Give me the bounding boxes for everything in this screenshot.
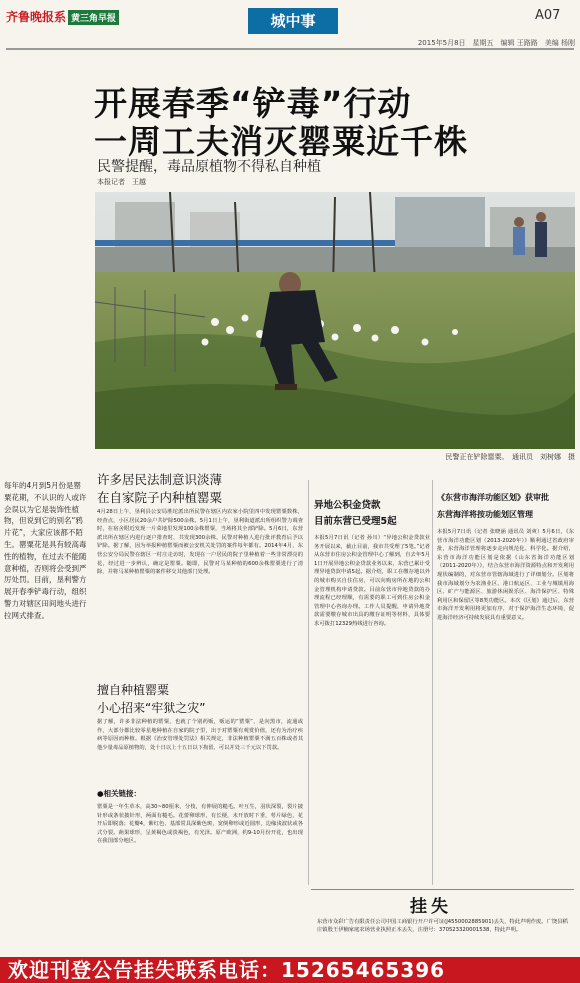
news-photo <box>95 192 575 449</box>
bottom-ad-banner: 欢迎刊登公告挂失联系电话：15265465396 <box>0 957 580 983</box>
section-title: 城中事 <box>248 8 338 34</box>
headline-line2: 一周工夫消灭罂粟近千株 <box>94 122 468 161</box>
dateline: 2015年5月8日 星期五 编辑 王路路 美编 杨刚 <box>417 39 575 47</box>
right-headline-line1: 《东营市海洋功能区划》获审批 <box>437 493 549 502</box>
right-body: 本报5月7日讯（记者 张晓涵 通讯员 刘爽）5月6日，《东营市海洋功能区划（2013-2020年）》顺利通过省政府审批，东营海洋管理将逐步走向规范化、科学化。据介绍，东营市海洋功能区划是依据《山东省海洋功能区划（2011-2020年）》，结合东营市海洋资源特点和开发利用现状编制的，对东营市管辖海域进行了详细划分。区划将我市海域划分为农渔业区、港口航运区、工业与城镇用海区、矿产与能源区、旅游休闲娱乐区、海洋保护区、特殊利用区和保留区等8类功能区。本次《区划》通过后，东营市海洋开发利用将更加有序，对于保护海洋生态环境，促进海洋经济可持续发展具有重要意义。 <box>437 529 574 621</box>
headline-line1: 开展春季“铲毒”行动 <box>94 84 412 123</box>
lost-notice-title: 挂失 <box>410 897 452 917</box>
column-divider <box>432 480 433 885</box>
section2-title-line1: 擅自种植罂粟 <box>97 683 170 697</box>
section2-title-line2: 小心招来“牢狱之灾” <box>97 701 206 715</box>
middle-headline-line1: 异地公积金贷款 <box>314 500 381 511</box>
byline: 本报记者 王越 <box>97 178 146 186</box>
section1-title-line1: 许多居民法制意识淡薄 <box>97 472 223 487</box>
header-rule <box>6 48 574 50</box>
section2-body: 据了解，许多非法种植的罂粟，也就了个别药贩，贩运的“罂粟”，是向黑市，流通或作，大部分都比较零星地种植在自家的院子里，出于对罂粟有观赏价值，还有为治疗疾病等原因而种植。根据《治安管理处罚法》相关规定，非法种植罂粟不满五百株或者其他少量毒品原植物的，处十日以上十五日以下拘留，可以并处三千元以下罚款。 <box>97 719 303 751</box>
section1-body: 4月28日上午，垦利县公安局胜坨派出所民警在辖区内农家小院里四中发现罂粟数株，经查点，小区居民20余户共铲除500余株。5月1日上午，垦利街道派出所组织警力调查时，在宿舍附近发现一片菜地里发现100余株罂粟，当场将其全部铲除。5月6日，东营派出所在辖区内进行逐户排查时，共发现300余株，民警对种植人进行批评教育后予以铲除。据了解，因为举报种植罂粟而被公安机关处罚的案件每年都有。2014年4月，东营公安分局民警在辖区一村庄走访时，发现在一户居民的院子里种植着一些非常漂亮的花，经过进一步辨认，确定是罂粟。随即，民警对马某种植的600余株罂粟进行了清除，并将马某种植罂粟的案件移交其他部门处理。 <box>97 509 303 576</box>
sidebar-intro: 每年的4月到5月份是罂粟花期，不认识的人或许会误以为它是装饰性植物，但说到它的别名“鸦片花”，大家应该都不陌生。罂粟花是具有较高毒性的植物，在过去不能随意种植，否则将会受到严厉处罚。目前，垦利警方展开春季铲毒行动，组织警力对辖区田间地头进行拉网式排查。 <box>4 481 87 620</box>
right-headline-line2: 东营海洋将按功能划区管理 <box>437 510 533 519</box>
photo-illustration <box>95 192 575 449</box>
lost-notice-body: 东营市众彩广告有限责任公司中国工商银行开户许可证(J4550002885901)丢失，特此声明作废。广饶县稻庄镇殷王伊楠家庭农场营业执照正本丢失，注册号：370523320001538，特此声明。 <box>317 919 568 933</box>
column-divider <box>308 480 309 885</box>
related-link-label: ●相关链接： <box>97 789 142 798</box>
middle-body: 本报5月7日讯（记者 孙川）“异地公积金贷款业务开展以来，截止目前，我市共受理了5笔。”记者从东营市住房公积金管理中心了解到，自去年5月1日开展异地公积金贷款业务以来，东营已累计受理异地贷款申请5起。据介绍，职工在缴存地以外的城市购买自住住房，可以向购房所在地的公积金管理机构申请贷款。目前东营市异地贷款的办理流程已经理顺，有需要的职工可到住房公积金管理中心咨询办理。工作人员提醒，申请异地贷款需要缴存城市出具的缴存证明等材料，具体要求可拨打12329热线进行咨询。 <box>314 535 430 627</box>
sub-brand: 黄三角早报 <box>68 10 119 25</box>
related-body: 罂粟是一年生草本，高30~80厘米，分枝，有伸展的糙毛。叶互生，羽状深裂，裂片披针形或条状披针形，两面有糙毛。花蕾卵球形，有长梗，未开放时下垂，萼片绿色，花开后即脱落；花瓣4，紫红色，基部常具深紫色斑，宽倒卵形或近圆形，边缘浅波状或各式分裂。蒴果球形，呈黄褐色或淡褐色，有光泽。原产欧洲，约9-10月份开花，也出现在我国部分地区。 <box>97 804 303 845</box>
section1-title-line2: 在自家院子内种植罂粟 <box>97 490 223 505</box>
paper-logo <box>6 8 119 25</box>
photo-caption: 民警正在铲除罂粟。 通讯员 刘树娜 摄 <box>445 453 575 461</box>
page-number: A07 <box>535 8 561 23</box>
middle-headline-line2: 目前东营已受理5起 <box>314 516 397 527</box>
subheadline: 民警提醒，毒品原植物不得私自种植 <box>97 159 321 175</box>
paper-name: 齐鲁晚报系 <box>6 10 67 24</box>
